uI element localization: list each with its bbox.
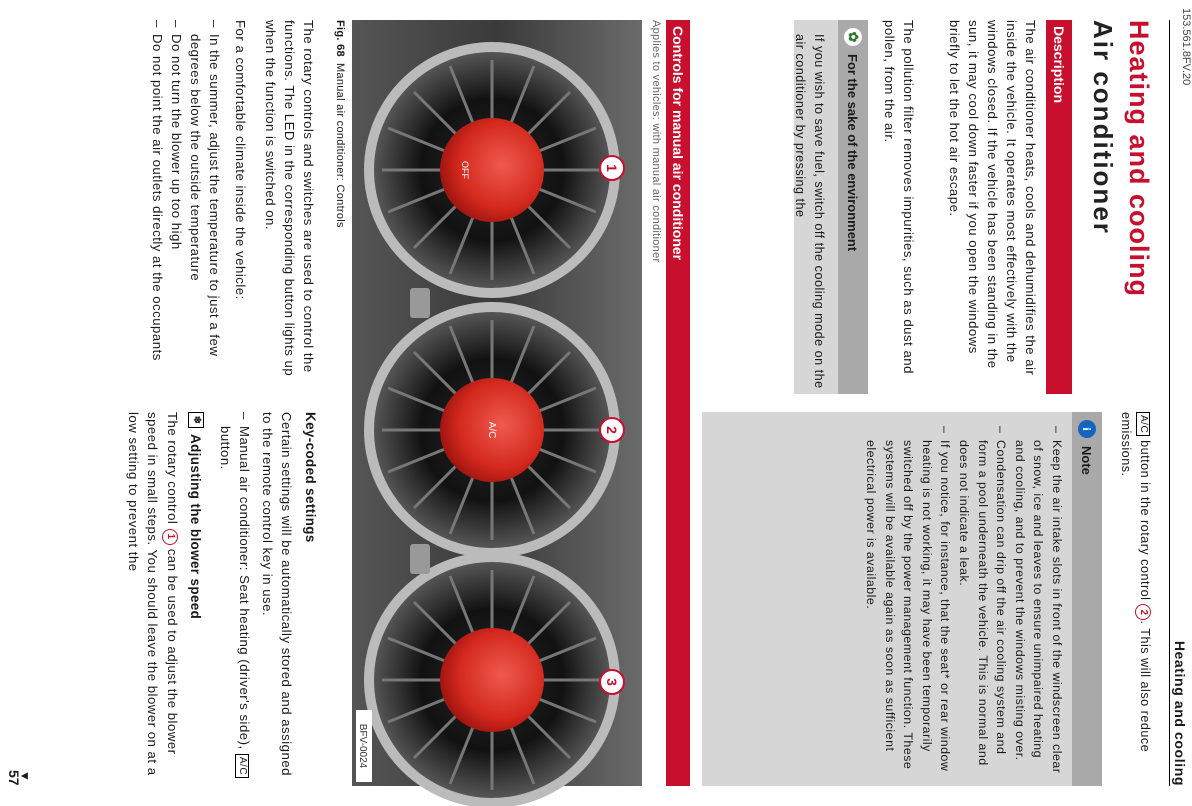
callout-2 <box>600 418 624 442</box>
controls-heading: Controls for manual air conditioner <box>666 20 690 786</box>
note-item: – Keep the air intake slots in front of the windscreen clear of snow, ice and leaves to ensure unimpaired heating and cooling, and to prevent the windows misting over. <box>1010 426 1066 776</box>
callout-3 <box>600 670 624 694</box>
rear-window-heat-button <box>410 544 430 574</box>
note-box-header <box>1072 412 1102 786</box>
keycoded-item-text-2: button. <box>218 426 233 470</box>
callout-1 <box>600 156 624 180</box>
recirculation-button <box>410 288 430 318</box>
climate-tip: – Do not turn the blower up too high <box>167 20 186 394</box>
note-body <box>855 412 1072 786</box>
figure-caption-text: Manual air conditioner: Controls <box>334 62 346 228</box>
callout-1-label: 1 <box>604 164 620 172</box>
leaf-icon: ✿ <box>844 28 862 46</box>
applies-to: Applies to vehicles: with manual air conditioner <box>650 20 662 263</box>
continue-marker: ▼ <box>18 770 32 782</box>
figure-label: Fig. 68 <box>334 20 346 57</box>
environment-heading: For the sake of the environment <box>845 54 861 252</box>
note-box <box>702 412 1102 786</box>
environment-box <box>834 20 868 394</box>
air-vent-3 <box>364 552 620 806</box>
environment-body <box>790 34 828 394</box>
description-para-2: The pollution filter removes impurities, such as dust and pollen, from the air. <box>882 20 916 374</box>
keycoded-item-text: Manual air conditioner: Seat heating (driver's side), <box>237 426 252 750</box>
environment-body-part3: . This will also reduce emissions. <box>1119 412 1152 753</box>
ac-key-icon: A/C <box>1136 412 1150 436</box>
note-list <box>861 426 1066 776</box>
note-item: – Condensation can drip off the air cooling system and form a pool underneath the vehicle. This is normal and does not indicate a leak. <box>954 426 1010 776</box>
environment-box-header <box>838 20 868 394</box>
description-para-1: The air conditioner heats, cools and dehumidifies the air inside the vehicle. It operates most effectively with the windows closed. If the vehicle has been standing in the sun, it may cool down faster if you open the windows briefly to let the hot air escape. <box>947 20 1038 376</box>
environment-body-part2: button in the rotary control <box>1138 440 1152 601</box>
figure-image <box>352 20 642 786</box>
knob-label-off: OFF <box>460 161 470 179</box>
blower-text <box>124 412 182 786</box>
blower-heading: Adjusting the blower speed <box>188 434 204 620</box>
blower-knob <box>440 118 544 222</box>
keycoded-text: Certain settings will be automatically stored and assigned to the remote control key in use. <box>260 412 294 776</box>
controls-para-2: For a comfortable climate inside the vehicle: <box>233 20 248 300</box>
callout-2-label: 2 <box>604 426 620 434</box>
climate-tip: – Do not point the air outlets directly at the occupants <box>148 20 167 394</box>
air-vent-1 <box>364 42 620 298</box>
section-title: Heating and cooling <box>1124 20 1154 298</box>
figure-code: BFV-0024 <box>357 723 368 769</box>
doc-code: 153.561.8FV.20 <box>1180 8 1192 86</box>
air-vent-2 <box>364 302 620 558</box>
climate-tips-list <box>148 20 224 394</box>
keycoded-item: – Manual air conditioner: Seat heating (driver's side), A/C button. <box>216 412 254 786</box>
controls-para-1: The rotary controls and switches are used to control the functions. The LED in the corresponding button lights up when the function is switched on. <box>263 20 316 377</box>
header-rule <box>1169 20 1170 786</box>
page-title: Air conditioner <box>1088 20 1118 235</box>
blower-text-part2: can be used to adjust the blower speed in small steps. You should leave the blower on at a low setting to prevent the <box>126 412 180 776</box>
note-heading: Note <box>1079 446 1095 475</box>
callout-ref-1: 1 <box>162 529 178 545</box>
page-number: 57 <box>6 770 22 786</box>
running-head: Heating and cooling <box>1172 640 1188 786</box>
info-icon: i <box>1078 420 1096 438</box>
environment-body-part1: If you wish to save fuel, switch off the cooling mode on the air conditioner by pressing the <box>793 34 826 389</box>
environment-body-cont <box>1116 412 1154 786</box>
climate-tip: – In the summer, adjust the temperature to just a few degrees below the outside temperature <box>186 20 224 394</box>
ac-key-icon: A/C <box>235 754 249 778</box>
figure-68 <box>352 20 642 786</box>
knob-label-ac: A/C <box>486 421 497 439</box>
figure-caption <box>334 20 346 228</box>
description-heading: Description <box>1046 20 1072 394</box>
note-item: – If you notice, for instance, that the seat* or rear window heating is not working, it may have been temporarily switched off by the power management function. These systems will be available again as soon as sufficient electrical power is available. <box>861 426 954 776</box>
callout-3-label: 3 <box>604 678 620 686</box>
fan-icon: ❄ <box>188 412 204 428</box>
keycoded-heading: Key-coded settings <box>303 412 318 543</box>
blower-heading-row <box>188 412 204 786</box>
air-distribution-knob <box>440 628 544 732</box>
blower-text-part1: The rotary control <box>165 412 180 525</box>
callout-ref-2: 2 <box>1135 604 1151 620</box>
